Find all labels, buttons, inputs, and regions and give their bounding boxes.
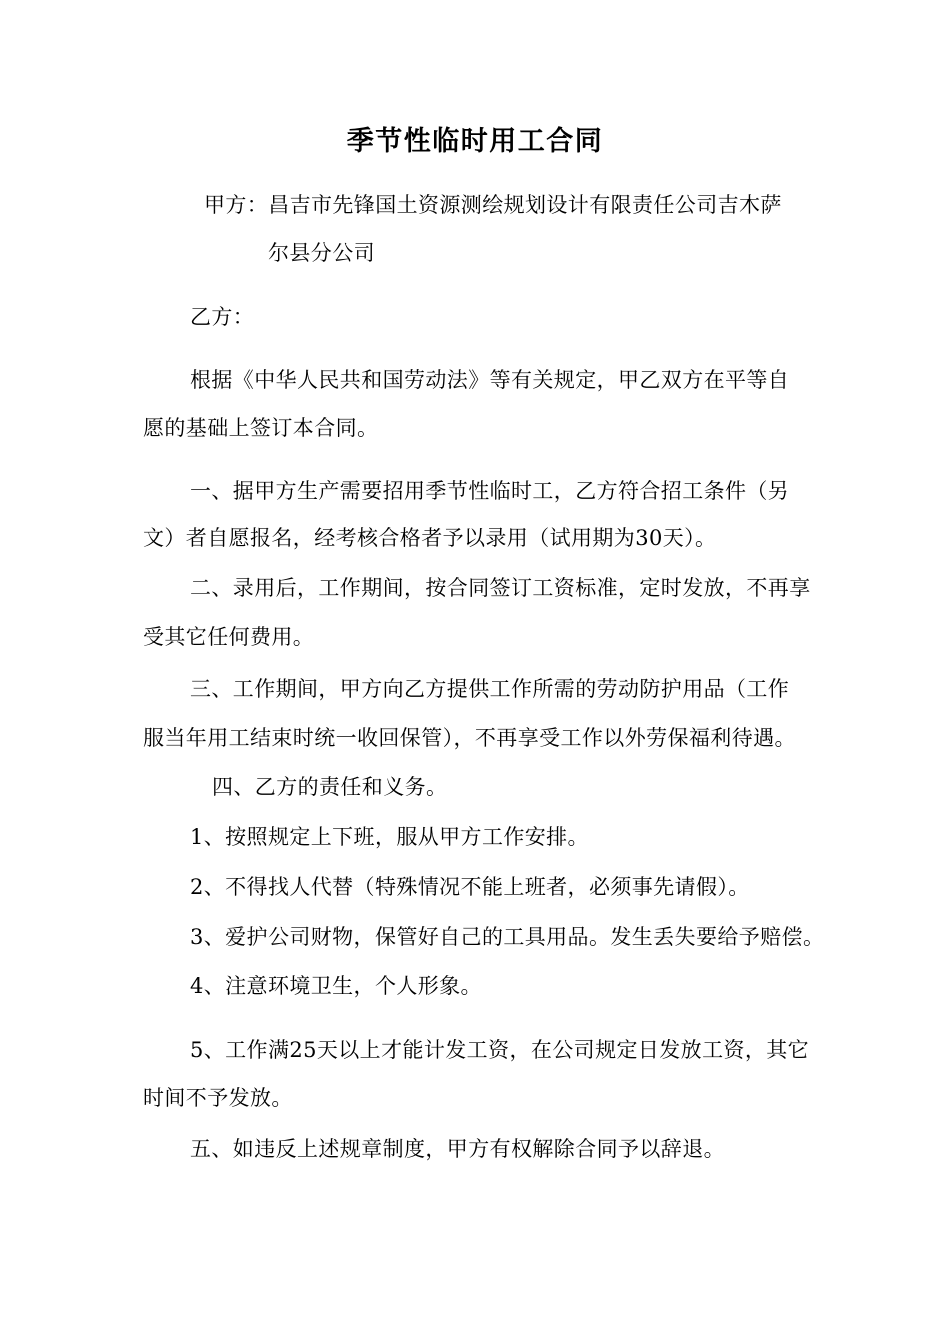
clause-4-item-5-line-1: 5、工作满25天以上才能计发工资，在公司规定日发放工资，其它 — [190, 1038, 810, 1062]
clause-2-line-1: 二、录用后，工作期间，按合同签订工资标准，定时发放，不再享 — [190, 576, 811, 600]
clause-2-line-2: 受其它任何费用。 — [143, 625, 315, 649]
clause-4-item-4: 4、注意环境卫生，个人形象。 — [190, 974, 482, 998]
clause-4-item-2: 2、不得找人代替（特殊情况不能上班者，必须事先请假）。 — [190, 875, 750, 899]
clause-4-item-1: 1、按照规定上下班，服从甲方工作安排。 — [190, 825, 589, 849]
clause-4-heading: 四、乙方的责任和义务。 — [212, 775, 448, 799]
clause-5: 五、如违反上述规章制度，甲方有权解除合同予以辞退。 — [190, 1137, 725, 1161]
party-a-line-2: 尔县分公司 — [268, 241, 375, 265]
clause-1-line-2: 文）者自愿报名，经考核合格者予以录用（试用期为30天）。 — [143, 526, 717, 550]
party-b-label: 乙方： — [190, 305, 255, 329]
clause-3-line-1: 三、工作期间，甲方向乙方提供工作所需的劳动防护用品（工作 — [190, 677, 790, 701]
preamble-line-2: 愿的基础上签订本合同。 — [143, 416, 379, 440]
document-title: 季节性临时用工合同 — [346, 126, 604, 157]
clause-4-item-5-line-2: 时间不予发放。 — [143, 1086, 293, 1110]
preamble-line-1: 根据《中华人民共和国劳动法》等有关规定，甲乙双方在平等自 — [190, 368, 790, 392]
party-a-line-1: 甲方：昌吉市先锋国土资源测绘规划设计有限责任公司吉木萨 — [204, 193, 782, 217]
clause-4-item-3: 3、爱护公司财物，保管好自己的工具用品。发生丢失要给予赔偿。 — [190, 925, 825, 949]
clause-1-line-1: 一、据甲方生产需要招用季节性临时工，乙方符合招工条件（另 — [190, 479, 790, 503]
clause-3-line-2: 服当年用工结束时统一收回保管），不再享受工作以外劳保福利待遇。 — [143, 726, 796, 750]
